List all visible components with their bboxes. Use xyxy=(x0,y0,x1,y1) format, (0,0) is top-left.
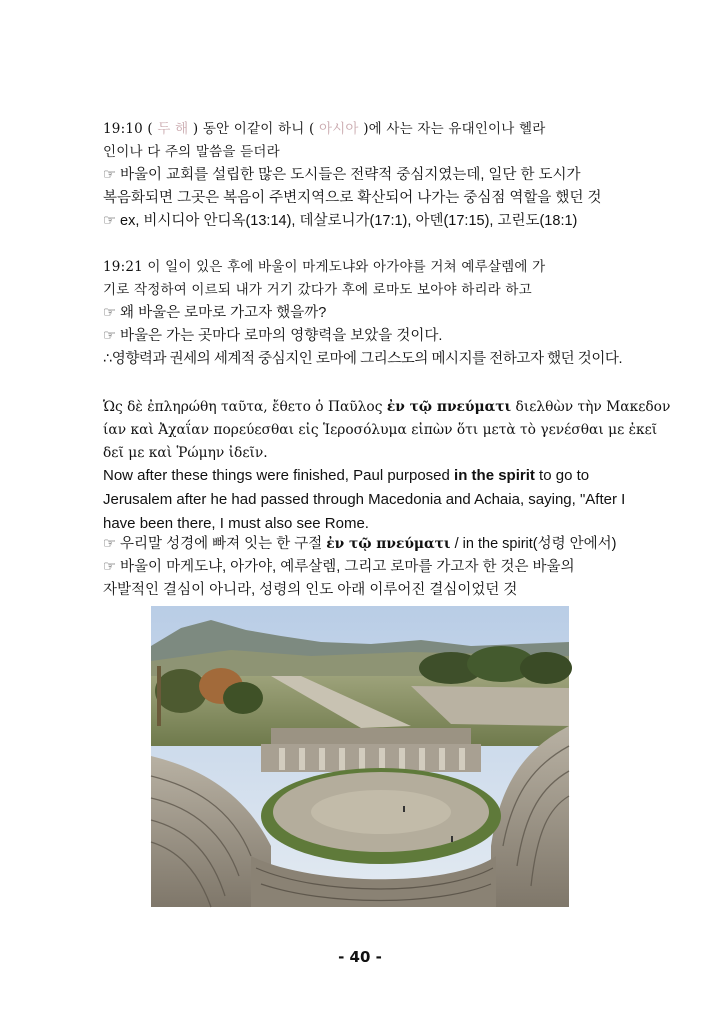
verse-19-10-line-1 xyxy=(103,118,617,141)
greek-text-part: Ὡς δὲ ἐπληρώθη ταῦτα, ἔθετο ὁ Παῦλος xyxy=(103,399,387,415)
theatre-photo xyxy=(151,606,569,907)
verse-19-21-line-2: 기로 작정하여 이르되 내가 거기 갔다가 후에 로마도 보아야 하리라 하고 xyxy=(103,282,532,298)
note-line xyxy=(103,164,617,187)
note-text: 바울이 교회를 설립한 많은 도시들은 전략적 중심지였는데, 일단 한 도시가 xyxy=(116,167,581,183)
greek-text xyxy=(103,396,671,465)
note-line xyxy=(103,325,617,348)
english-line xyxy=(103,464,617,488)
note-text: 바울이 마게도냐, 아가야, 예루살렘, 그리고 로마를 가고자 한 것은 바울의 xyxy=(116,559,575,575)
note-in-the-spirit xyxy=(103,533,617,602)
english-text-part: Now after these things were finished, Paul purposed xyxy=(103,467,455,484)
note-line xyxy=(103,302,617,325)
english-line: Jerusalem after he had passed through Macedonia and Achaia, saying, "After I xyxy=(103,491,626,508)
note-line: 자발적인 결심이 아니라, 성령의 인도 아래 이루어진 결심이었던 것 xyxy=(103,582,518,598)
verse-19-10 xyxy=(103,118,617,164)
pointing-hand-icon: ☞ xyxy=(103,536,116,552)
verse-19-21-line-1: 19:21 이 일이 있은 후에 바울이 마게도냐와 아가야를 거쳐 예루살렘에 가 xyxy=(103,259,546,275)
note-conclusion: ∴영향력과 권세의 세계적 중심지인 로마에 그리스도의 메시지를 전하고자 했던 것이다. xyxy=(103,351,623,367)
note-line: 복음화되면 그곳은 복음이 주변지역으로 확산되어 나가는 중심점 역할을 했던 것 xyxy=(103,190,602,206)
pointing-hand-icon: ☞ xyxy=(103,167,116,183)
note-line xyxy=(103,556,617,579)
greek-emphasis: ἐν τῷ πνεύματι xyxy=(386,399,512,415)
note-line xyxy=(103,533,617,556)
omitted-phrase-asia: 아시아 xyxy=(318,121,359,137)
note-text: 왜 바울은 로마로 가고자 했을까? xyxy=(116,305,327,321)
note-text: / in the spirit(성령 안에서) xyxy=(450,536,617,552)
omitted-phrase-two-years: 두 해 xyxy=(157,121,189,137)
note-19-21 xyxy=(103,302,623,371)
pointing-hand-icon: ☞ xyxy=(103,305,116,321)
english-emphasis: in the spirit xyxy=(454,467,535,484)
pointing-hand-icon: ☞ xyxy=(103,559,116,575)
verse-text: ) 동안 이같이 하니 ( xyxy=(192,121,315,137)
greek-line: δεῖ με καὶ Ῥώμην ἰδεῖν. xyxy=(103,445,268,461)
english-text xyxy=(103,464,626,536)
note-text: 우리말 성경에 빠져 잇는 한 구절 xyxy=(116,536,327,552)
verse-ref: 19:10 ( xyxy=(103,121,153,137)
greek-line: ίαν καὶ Ἀχαΐαν πορεύεσθαι εἰς Ἱεροσόλυμα εἰπὼν ὅτι μετὰ τὸ γενέσθαι με ἐκεῖ xyxy=(103,422,658,438)
greek-line xyxy=(103,396,671,419)
pointing-hand-icon: ☞ xyxy=(103,213,116,229)
english-text-part: to go to xyxy=(534,467,590,484)
theatre-photo-illustration xyxy=(151,606,569,907)
note-text: 바울은 가는 곳마다 로마의 영향력을 보았을 것이다. xyxy=(116,328,443,344)
verse-text: )에 사는 자는 유대인이나 헬라 xyxy=(363,121,546,137)
note-line xyxy=(103,210,617,233)
verse-19-10-line-2: 인이나 다 주의 말씀을 듣더라 xyxy=(103,144,280,160)
greek-text-part: διελθὼν τὴν Μακεδον xyxy=(511,399,671,415)
note-text: ex, 비시디아 안디옥(13:14), 데살로니가(17:1), 아덴(17:15), 고린도(18:1) xyxy=(116,213,578,229)
pointing-hand-icon: ☞ xyxy=(103,328,116,344)
note-19-10 xyxy=(103,164,617,233)
greek-emphasis: ἐν τῷ πνεύματι xyxy=(326,536,451,552)
page-number: - 40 - xyxy=(338,948,382,966)
english-line: have been there, I must also see Rome. xyxy=(103,515,369,532)
verse-19-21 xyxy=(103,256,617,302)
